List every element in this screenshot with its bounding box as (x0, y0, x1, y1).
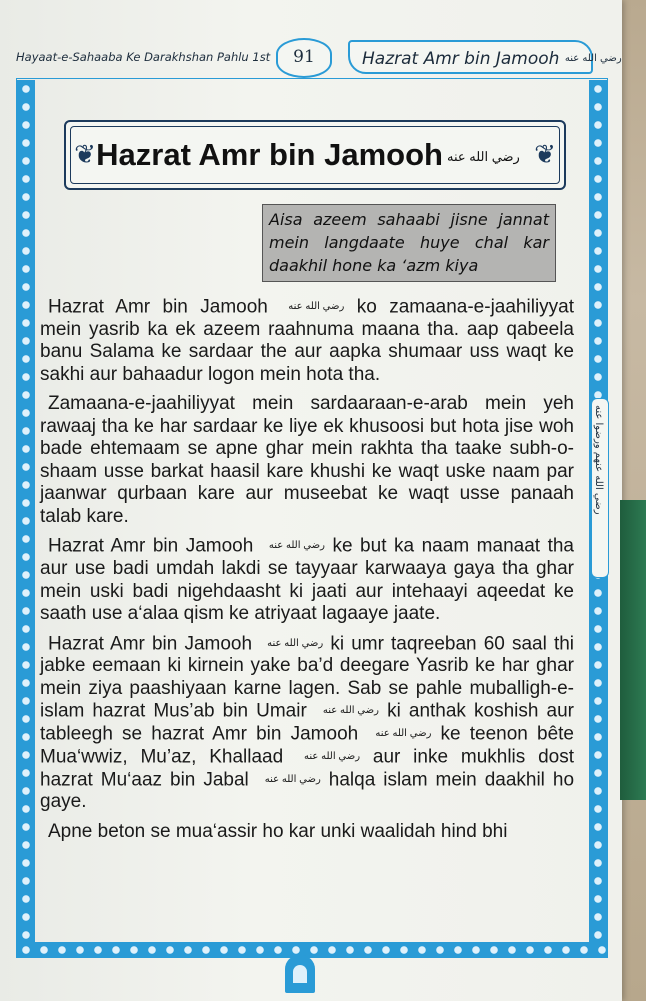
chapter-title (90, 134, 526, 176)
side-ribbon-text: رضي الله عنهم ورضوا عنه (593, 405, 604, 515)
ornament-left-icon: ❦ (74, 140, 96, 170)
honorific-glyph: رضي الله عنه (264, 773, 321, 785)
body-text (40, 296, 574, 850)
paragraph: Hazrat Amr bin Jamooh رضي الله عنه ki umr taqreeban 60 saal thi jabke eemaan ki kirnein yake ba’d deegare Yasrib ke har ghar mein ziya paashiyaan karne lagen. Sab se pahle muballigh-e-islam hazrat Mus’ab bin Umair رضي الله عنه ki anthak koshish aur tableegh se hazrat Amr bin Jamooh رضي الله عنه ke teenon bête Mua‘wwiz, Mu’az, Khallaad رضي الله عنه aur inke mukhlis dost hazrat Mu‘aaz bin Jabal رضي الله عنه halqa islam mein daakhil ho gaye. (40, 632, 575, 813)
paragraph: Zamaana-e-jaahiliyyat mein sardaaraan-e-arab mein yeh rawaaj tha ke har sardaar ke liye ek khusoosi but hota jise woh bade ehtemaam se apne ghar mein rakhta tha taake subh-o-shaam usse barkat haasil kare khushi ke waqt uske naam par jaanwar qurbaan kare aur museebat ke waqt usse panaah talab kare. (40, 393, 574, 527)
title-honorific-glyph: رضي الله عنه (446, 148, 520, 164)
honorific-glyph: رضي الله عنه (375, 728, 432, 740)
side-ribbon (591, 398, 609, 578)
paragraph: Hazrat Amr bin Jamooh رضي الله عنه ke but ka naam manaat tha aur use badi umdah lakdi se tayyaar karwaaya gaya tha ghar mein uski badi nigehdaasht ki jaati aur intehaayi aqeedat ke saath use a‘alaa qism ke atriyaat lagaaye jaate. (40, 535, 575, 625)
page-number: 91 (276, 38, 332, 78)
bottom-emblem-icon (285, 955, 315, 993)
honorific-glyph: رضي الله عنه (564, 53, 622, 64)
honorific-glyph: رضي الله عنه (288, 301, 345, 312)
chapter-highlight-quote: Aisa azeem sahaabi jisne jannat mein langdaate huye chal kar daakhil hone ka ‘azm kiya (262, 204, 556, 282)
chapter-title-cartouche (64, 120, 566, 190)
ornament-right-icon: ❦ (534, 140, 556, 170)
honorific-glyph: رضي الله عنه (267, 637, 324, 649)
running-chapter-title (348, 40, 622, 74)
honorific-glyph: رضي الله عنه (268, 540, 325, 552)
paragraph: Hazrat Amr bin Jamooh رضي الله عنه ko zamaana-e-jaahiliyyat mein yasrib ka ek azeem raahnuma maana tha. aap qabeela banu Salama ke sardaar the aur aapka shumaar uss waqt ke sakhi aur bahaadur logon mein hota tha. (40, 296, 575, 385)
paragraph: Apne beton se mua‘assir ho kar unki waalidah hind bhi (48, 820, 508, 842)
honorific-glyph: رضي الله عنه (322, 705, 379, 717)
running-book-title: Hayaat-e-Sahaaba Ke Darakhshan Pahlu 1st (16, 50, 271, 64)
running-chapter-text: Hazrat Amr bin Jamooh (362, 49, 560, 69)
honorific-glyph: رضي الله عنه (304, 750, 361, 762)
green-book-edge (620, 500, 646, 800)
chapter-title-text: Hazrat Amr bin Jamooh (96, 137, 443, 172)
